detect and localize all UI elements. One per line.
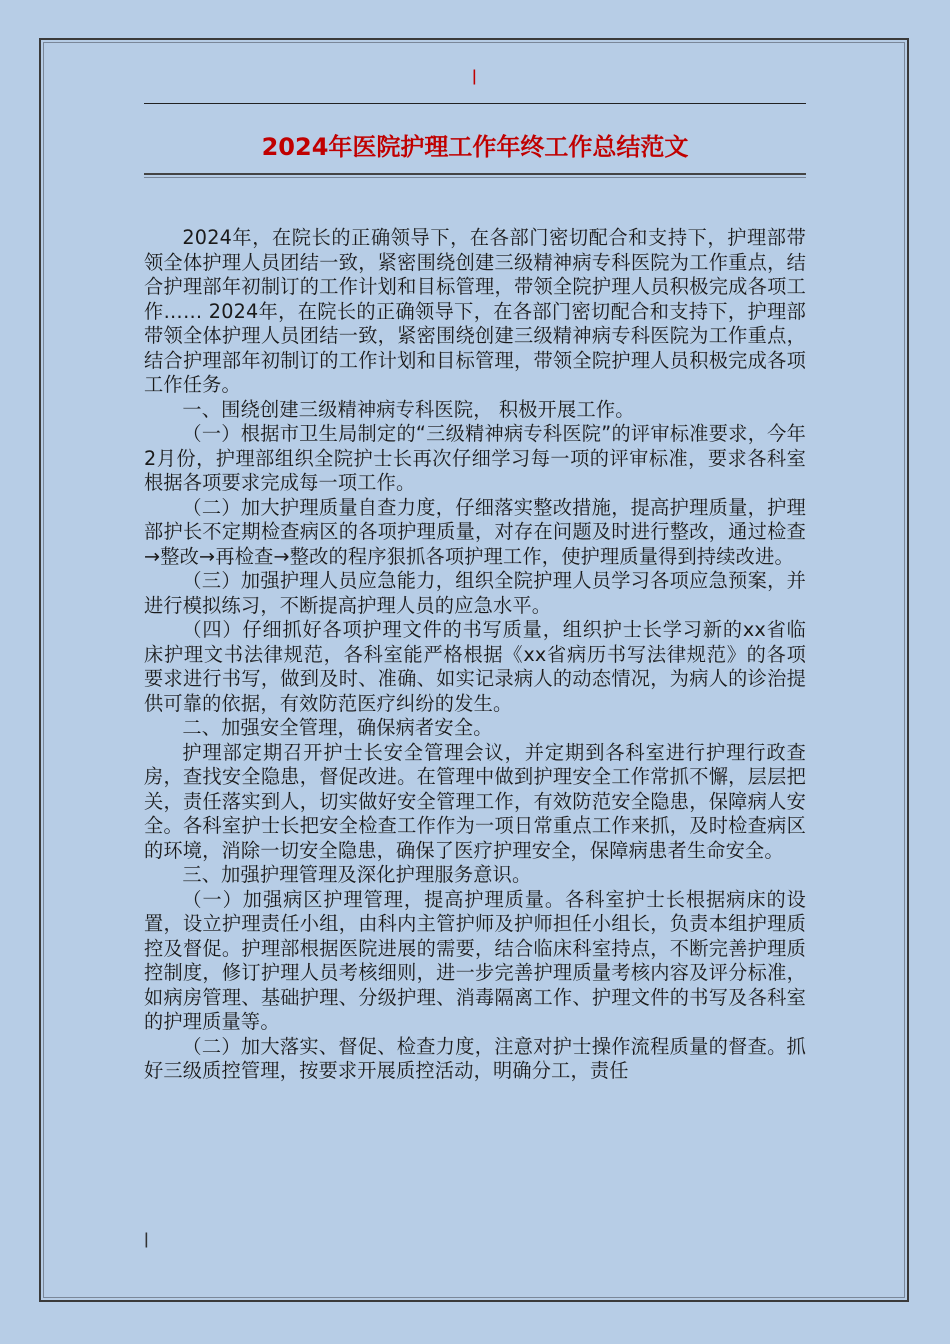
paragraph-1-3: （三）加强护理人员应急能力，组织全院护理人员学习各项应急预案，并进行模拟练习，不断提高护理人员的应急水平。 xyxy=(144,569,806,617)
paragraph-2-1: 护理部定期召开护士长安全管理会议，并定期到各科室进行护理行政查房，查找安全隐患，督促改进。在管理中做到护理安全工作常抓不懈，层层把关，责任落实到人，切实做好安全管理工作，有效防范安全隐患，保障病人安全。各科室护士长把安全检查工作作为一项日常重点工作来抓，及时检查病区的环境，消除一切安全隐患，确保了医疗护理安全，保障病患者生命安全。 xyxy=(144,740,806,862)
page-marker-bottom: ǀ xyxy=(144,1229,149,1248)
page-marker-top: ǀ xyxy=(472,66,477,85)
paragraph-1-2: （二）加大护理质量自查力度，仔细落实整改措施，提高护理质量，护理部护长不定期检查病区的各项护理质量，对存在问题及时进行整改，通过检查→整改→再检查→整改的程序狠抓各项护理工作，使护理质量得到持续改进。 xyxy=(144,495,806,568)
paragraph-1-4: （四）仔细抓好各项护理文件的书写质量，组织护士长学习新的xx省临床护理文书法律规范，各科室能严格根据《xx省病历书写法律规范》的各项要求进行书写，做到及时、准确、如实记录病人的动态情况，为病人的诊治提供可靠的依据，有效防范医疗纠纷的发生。 xyxy=(144,618,806,715)
paragraph-3-2: （二）加大落实、督促、检查力度，注意对护士操作流程质量的督查。抓好三级质控管理，按要求开展质控活动，明确分工，责任 xyxy=(144,1034,806,1082)
section-heading-1: 一、围绕创建三级精神病专科医院， 积极开展工作。 xyxy=(182,397,635,421)
title-rule xyxy=(144,173,806,175)
section-heading-2: 二、加强安全管理，确保病者安全。 xyxy=(182,716,493,739)
document-body xyxy=(144,226,806,1084)
document-title: 2024年医院护理工作年终工作总结范文 xyxy=(261,133,689,161)
paragraph-3-1: （一）加强病区护理管理，提高护理质量。各科室护士长根据病床的设置，设立护理责任小组，由科内主管护师及护师担任小组长，负责本组护理质控及督促。护理部根据医院进展的需要，结合临床科室持点，不断完善护理质控制度，修订护理人员考核细则，进一步完善护理质量考核内容及评分标准，如病房管理、基础护理、分级护理、消毒隔离工作、护理文件的书写及各科室的护理质量等。 xyxy=(144,887,806,1033)
header-rule xyxy=(144,103,806,104)
section-heading-3: 三、加强护理管理及深化护理服务意识。 xyxy=(182,863,532,886)
intro-paragraph: 2024年，在院长的正确领导下，在各部门密切配合和支持下，护理部带领全体护理人员团结一致，紧密围绕创建三级精神病专科医院为工作重点，结合护理部年初制订的工作计划和目标管理，带领全院护理人员积极完成各项工作…… 2024年，在院长的正确领导下，在各部门密切配合和支持下，护理部带领全体护理人员团结一致，紧密围绕创建三级精神病专科医院为工作重点，结合护理部年初制订的工作计划和目标管理，带领全院护理人员积极完成各项工作任务。 xyxy=(144,226,806,396)
paragraph-1-1: （一）根据市卫生局制定的“三级精神病专科医院”的评审标准要求，今年2月份，护理部组织全院护士长再次仔细学习每一项的评审标准，要求各科室根据各项要求完成每一项工作。 xyxy=(144,422,806,494)
